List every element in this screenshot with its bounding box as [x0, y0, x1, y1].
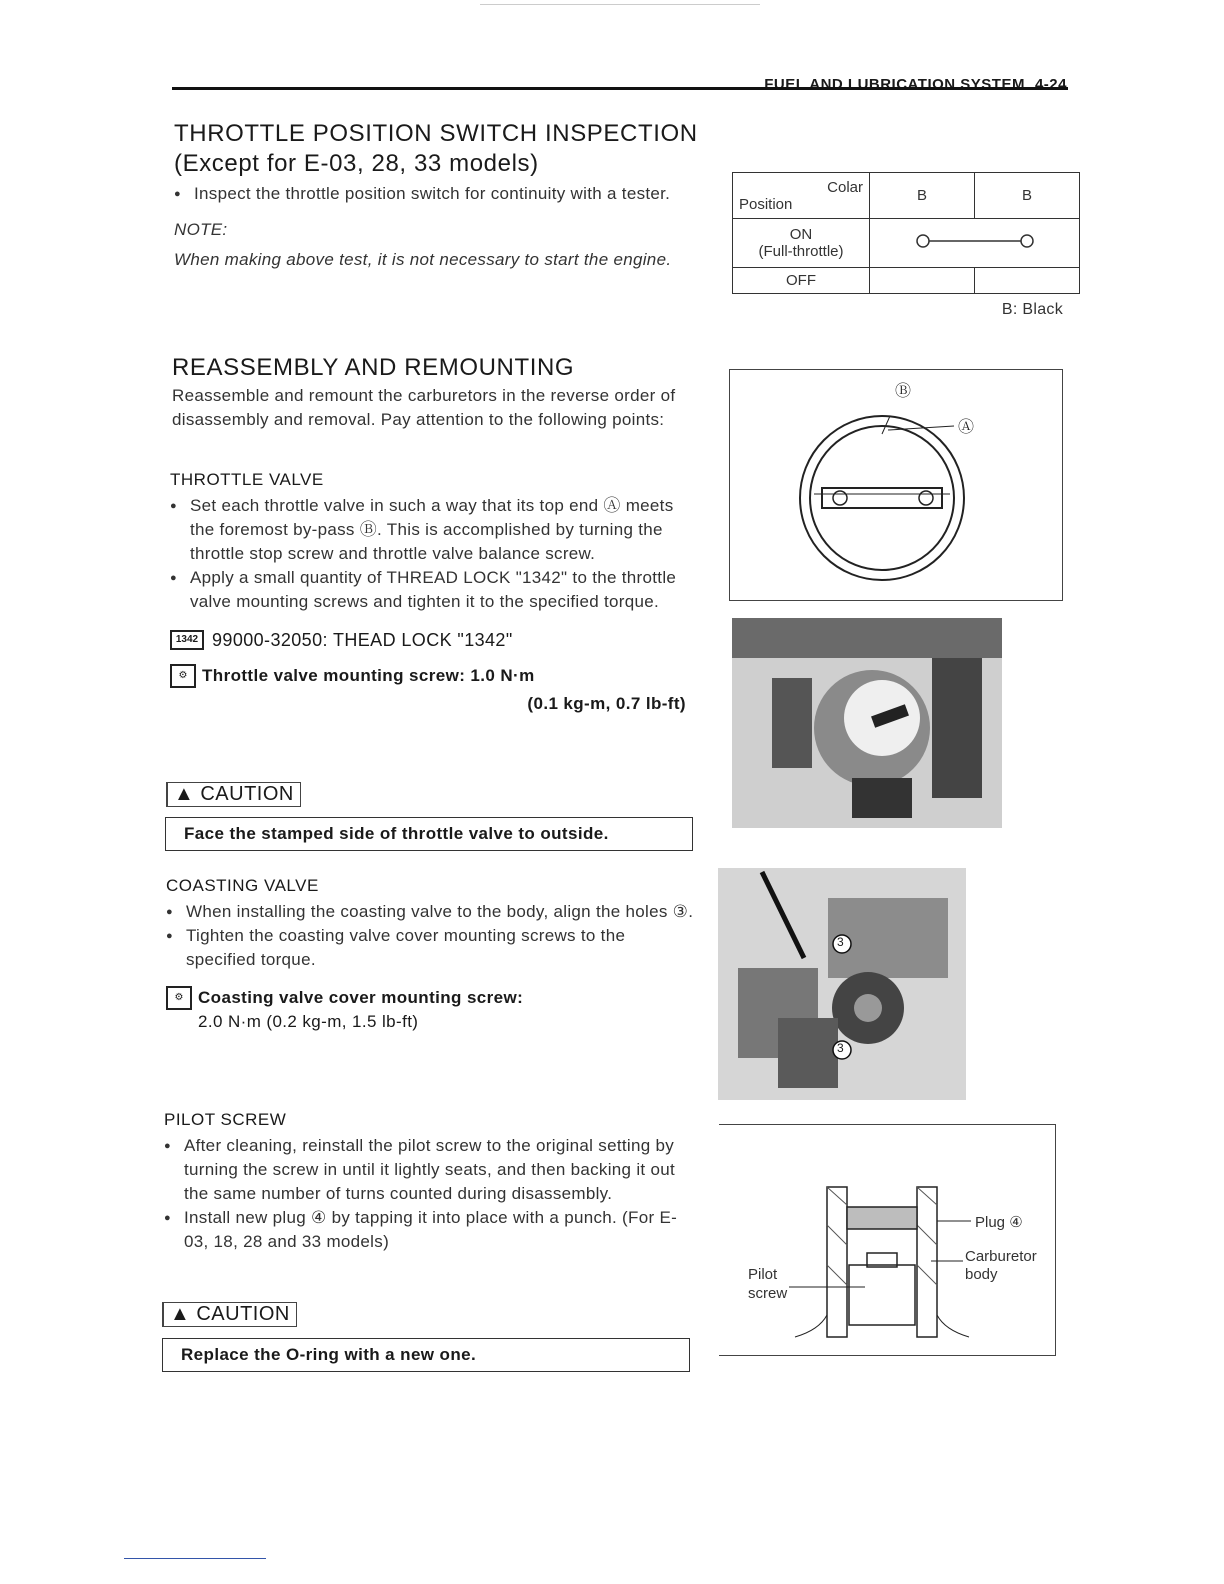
- carburetor-photo-1: [732, 618, 1002, 828]
- warning-icon: ▲: [170, 1303, 191, 1325]
- bullet-mark: ●: [166, 930, 173, 942]
- carburetor-photo-2: [718, 868, 966, 1100]
- empty-cell: [870, 268, 975, 294]
- throttle-bullet-1: [170, 494, 700, 566]
- continuity-cell: [870, 219, 1080, 268]
- screw-label: screw: [748, 1285, 788, 1302]
- carburetor-photo-1-art: [732, 618, 1002, 828]
- reassembly-title: REASSEMBLY AND REMOUNTING: [172, 354, 575, 381]
- row-off: OFF: [733, 268, 870, 294]
- carburetor-photo-2-art: [718, 868, 966, 1100]
- torque-wrench-icon: ⚙: [170, 664, 196, 688]
- throttle-valve-figure: [729, 369, 1063, 601]
- pilot-screw-section: [164, 1110, 694, 1254]
- caution-label: CAUTION: [200, 783, 294, 805]
- pilot-bullet-1: [164, 1134, 694, 1206]
- caution-box: Face the stamped side of throttle valve to outside.: [165, 817, 693, 851]
- torque-line: [170, 664, 700, 688]
- label-a: Ⓐ: [958, 419, 975, 436]
- continuity-table: [732, 172, 1080, 294]
- continuity-table-wrap: [732, 172, 1080, 294]
- pilot-bullet-2-text: Install new plug ④ by tapping it into place with a punch. (For E-03, 18, 28 and 33 models): [184, 1208, 678, 1251]
- scan-artifact-line: [480, 4, 760, 5]
- coasting-bullet-1: [166, 900, 696, 924]
- note-label: NOTE:: [174, 220, 228, 239]
- col-b1: B: [870, 173, 975, 219]
- throttle-valve-section: [170, 470, 700, 716]
- coasting-valve-title: COASTING VALVE: [166, 876, 319, 895]
- torque-wrench-icon: ⚙: [166, 986, 192, 1010]
- col-header-colar: Colar: [827, 178, 863, 196]
- row-on: [733, 219, 870, 268]
- pilot-screw-title: PILOT SCREW: [164, 1110, 287, 1129]
- tps-bullet: [174, 182, 714, 206]
- note-text: When making above test, it is not necessary to start the engine.: [174, 250, 672, 269]
- header-rule: [172, 87, 1068, 90]
- table-legend: B: Black: [1001, 301, 1063, 318]
- body-label: body: [965, 1266, 998, 1283]
- throttle-valve-diagram: [730, 370, 1062, 600]
- row-on-sub: (Full-throttle): [758, 243, 844, 260]
- bullet-mark: ●: [166, 906, 173, 918]
- pilot-bullet-1-text: After cleaning, reinstall the pilot screw to the original setting by turning the screw in until it lightly seats, and then backing it out the same number of turns counted during disassembly.: [184, 1136, 675, 1203]
- throttle-bullet-2-text: Apply a small quantity of THREAD LOCK "1342" to the throttle valve mounting screws and tighten it to the specified torque.: [190, 568, 677, 611]
- caution-label: CAUTION: [196, 1303, 290, 1325]
- tps-bullet-text: Inspect the throttle position switch for continuity with a tester.: [194, 184, 671, 203]
- thread-lock-icon: 1342: [170, 630, 204, 650]
- bullet-mark: ●: [170, 572, 177, 584]
- coasting-bullet-2-text: Tighten the coasting valve cover mounting screws to the specified torque.: [186, 926, 626, 969]
- carburetor-label: Carburetor: [965, 1248, 1037, 1265]
- reassembly-intro: Reassemble and remount the carburetors in the reverse order of disassembly and removal. Pay attention to the following points:: [172, 386, 676, 429]
- pilot-screw-figure: [719, 1124, 1056, 1356]
- caution-box: Replace the O-ring with a new one.: [162, 1338, 690, 1372]
- throttle-bullet-2: [170, 566, 700, 614]
- col-b2: B: [975, 173, 1080, 219]
- bottom-link-line: [124, 1558, 266, 1559]
- hole-label-bottom: 3: [837, 1041, 844, 1055]
- pilot-label: Pilot: [748, 1266, 778, 1283]
- tps-section: [174, 120, 714, 272]
- plug-label: Plug ④: [975, 1214, 1023, 1231]
- bullet-mark: ●: [164, 1140, 171, 1152]
- header-section-title: FUEL AND LUBRICATION SYSTEM: [764, 76, 1025, 93]
- throttle-torque-alt: (0.1 kg-m, 0.7 lb-ft): [527, 694, 686, 713]
- tps-subtitle: (Except for E-03, 28, 33 models): [174, 150, 539, 177]
- reassembly-section: [172, 354, 702, 432]
- page-number: 4-24: [1034, 76, 1067, 93]
- coasting-torque-value: 2.0 N·m (0.2 kg-m, 1.5 lb-ft): [198, 1012, 419, 1031]
- threadlock-line: [170, 628, 700, 652]
- col-header-position: Position: [739, 195, 793, 213]
- tps-title: THROTTLE POSITION SWITCH INSPECTION: [174, 120, 698, 147]
- coasting-torque-spec: Coasting valve cover mounting screw:: [198, 988, 524, 1007]
- caution-tag: [166, 782, 301, 807]
- coasting-bullet-1-text: When installing the coasting valve to the body, align the holes ③.: [186, 902, 694, 921]
- throttle-torque-spec: Throttle valve mounting screw: 1.0 N·m: [202, 666, 535, 685]
- pilot-bullet-2: [164, 1206, 694, 1254]
- threadlock-spec: 99000-32050: THEAD LOCK "1342": [212, 630, 513, 650]
- table-corner-cell: [733, 173, 870, 219]
- throttle-valve-title: THROTTLE VALVE: [170, 470, 324, 489]
- label-b: Ⓑ: [895, 383, 912, 400]
- caution-tag: [162, 1302, 297, 1327]
- bullet-mark: ●: [164, 1212, 171, 1224]
- throttle-bullet-1-text: Set each throttle valve in such a way that its top end Ⓐ meets the foremost by-pass Ⓑ. This is accomplished by turning the throttle stop screw and throttle valve balance screw.: [190, 496, 674, 563]
- coasting-bullet-2: [166, 924, 696, 972]
- running-header: [764, 76, 1067, 93]
- continuity-line-icon: [871, 219, 1079, 263]
- hole-label-top: 3: [837, 935, 844, 949]
- empty-cell: [975, 268, 1080, 294]
- bullet-mark: ●: [170, 500, 177, 512]
- coasting-valve-section: [166, 876, 696, 1034]
- pilot-screw-diagram: [719, 1125, 1055, 1355]
- coasting-torque-line: [166, 986, 696, 1010]
- row-on-label: ON: [789, 226, 813, 243]
- bullet-mark: ●: [174, 188, 181, 200]
- warning-icon: ▲: [174, 783, 195, 805]
